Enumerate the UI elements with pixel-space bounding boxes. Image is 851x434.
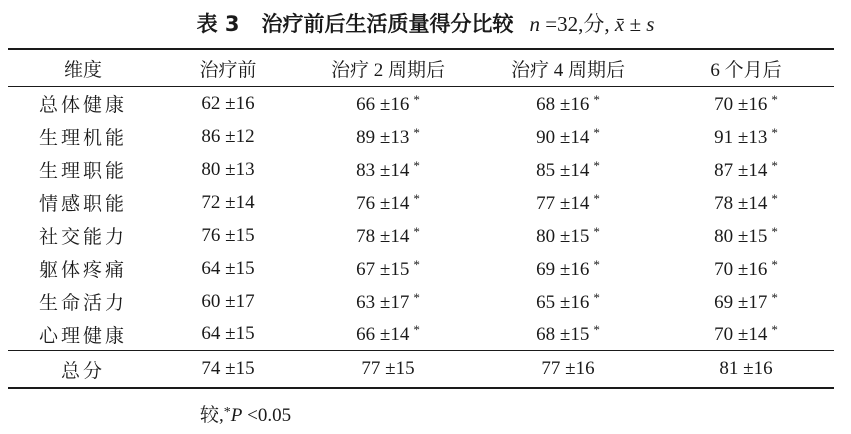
cell-value: 72 ±14 bbox=[201, 191, 255, 213]
cell-pre bbox=[158, 120, 298, 153]
cell-value: 80 ±15 bbox=[536, 225, 590, 247]
table-row bbox=[8, 186, 834, 219]
significance-star: * bbox=[413, 256, 420, 272]
cell-value: 64 ±15 bbox=[201, 257, 255, 279]
significance-star: * bbox=[593, 157, 600, 173]
cell-value: 70 ±16 bbox=[714, 93, 768, 115]
table-row bbox=[8, 87, 834, 121]
table-row bbox=[8, 252, 834, 285]
significance-star: * bbox=[771, 190, 778, 206]
column-header-month6: 6 个月后 bbox=[658, 49, 834, 87]
cell-month6 bbox=[658, 285, 834, 318]
significance-star: * bbox=[593, 91, 600, 107]
total-pre: 74 ±15 bbox=[158, 351, 298, 389]
row-dimension-label: 心理健康 bbox=[38, 324, 127, 347]
n-variable: n bbox=[529, 12, 541, 36]
cell-week4 bbox=[478, 186, 658, 219]
row-dimension-label: 总体健康 bbox=[38, 94, 127, 116]
column-header-pre: 治疗前 bbox=[158, 49, 298, 87]
significance-star: * bbox=[593, 256, 600, 272]
table-row bbox=[8, 219, 834, 252]
significance-star: * bbox=[413, 289, 420, 305]
significance-star: * bbox=[593, 289, 600, 305]
column-header-week2: 治疗 2 周期后 bbox=[298, 49, 478, 87]
total-month6: 81 ±16 bbox=[658, 351, 834, 389]
cell-value: 76 ±15 bbox=[201, 224, 255, 246]
significance-star: * bbox=[771, 256, 778, 272]
cell-value: 85 ±14 bbox=[536, 159, 590, 181]
row-dimension-label: 生理机能 bbox=[38, 127, 127, 149]
cell-value: 62 ±16 bbox=[201, 92, 255, 114]
cell-value: 87 ±14 bbox=[714, 159, 768, 181]
sd-symbol: ± s bbox=[629, 12, 655, 36]
cell-week4 bbox=[478, 252, 658, 285]
significance-star: * bbox=[413, 322, 420, 337]
cell-value: 68 ±15 bbox=[536, 324, 590, 345]
cell-week2 bbox=[298, 87, 478, 121]
cell-week4 bbox=[478, 318, 658, 351]
cell-value: 68 ±16 bbox=[536, 93, 590, 115]
significance-star: * bbox=[771, 91, 778, 107]
cell-pre bbox=[158, 285, 298, 318]
significance-star: * bbox=[413, 91, 420, 107]
cell-month6 bbox=[658, 87, 834, 121]
significance-star: * bbox=[413, 157, 420, 173]
n-value: =32,分, bbox=[545, 12, 610, 36]
cell-week4 bbox=[478, 219, 658, 252]
cell-week2 bbox=[298, 285, 478, 318]
cell-month6 bbox=[658, 219, 834, 252]
significance-star: * bbox=[413, 223, 420, 239]
significance-star: * bbox=[413, 124, 420, 140]
row-dimension-label: 情感职能 bbox=[38, 193, 127, 215]
cell-value: 64 ±15 bbox=[201, 323, 255, 344]
cell-week4 bbox=[478, 120, 658, 153]
cell-value: 90 ±14 bbox=[536, 126, 590, 148]
cell-pre bbox=[158, 252, 298, 285]
footnote-symbol: * bbox=[223, 405, 231, 420]
significance-star: * bbox=[593, 223, 600, 239]
cell-value: 69 ±16 bbox=[536, 258, 590, 280]
cell-value: 78 ±14 bbox=[714, 192, 768, 214]
table-title: 治疗前后生活质量得分比较 bbox=[261, 12, 514, 36]
row-dimension-label: 躯体疼痛 bbox=[38, 259, 127, 281]
significance-star: * bbox=[413, 190, 420, 206]
mean-symbol: x̄ bbox=[614, 12, 625, 36]
table-row bbox=[8, 153, 834, 186]
total-row bbox=[8, 351, 834, 389]
cell-pre bbox=[158, 219, 298, 252]
footnote bbox=[200, 400, 291, 427]
table-body bbox=[8, 87, 834, 351]
table-label: 表 3 bbox=[196, 12, 240, 36]
table-header-row bbox=[8, 49, 834, 87]
table-stats bbox=[530, 12, 655, 36]
total-week4: 77 ±16 bbox=[478, 351, 658, 389]
cell-value: 78 ±14 bbox=[356, 225, 410, 247]
cell-value: 70 ±16 bbox=[714, 258, 768, 280]
cell-value: 83 ±14 bbox=[356, 159, 410, 181]
cell-month6 bbox=[658, 120, 834, 153]
table-row bbox=[8, 285, 834, 318]
cell-week2 bbox=[298, 186, 478, 219]
cell-value: 91 ±13 bbox=[714, 126, 768, 148]
cell-week2 bbox=[298, 219, 478, 252]
row-dimension-label: 社交能力 bbox=[38, 226, 127, 248]
cell-value: 77 ±14 bbox=[536, 192, 590, 214]
significance-star: * bbox=[593, 124, 600, 140]
column-header-week4: 治疗 4 周期后 bbox=[478, 49, 658, 87]
cell-pre bbox=[158, 153, 298, 186]
significance-star: * bbox=[771, 289, 778, 305]
cell-value: 80 ±15 bbox=[714, 225, 768, 247]
significance-star: * bbox=[593, 190, 600, 206]
cell-week2 bbox=[298, 120, 478, 153]
footnote-prefix: 较, bbox=[200, 405, 224, 426]
cell-week2 bbox=[298, 153, 478, 186]
table-row bbox=[8, 120, 834, 153]
cell-pre bbox=[158, 186, 298, 219]
significance-star: * bbox=[771, 223, 778, 239]
total-label: 总分 bbox=[8, 351, 158, 389]
significance-star: * bbox=[771, 124, 778, 140]
total-week2: 77 ±15 bbox=[298, 351, 478, 389]
cell-value: 67 ±15 bbox=[356, 258, 410, 280]
cell-value: 66 ±16 bbox=[356, 93, 410, 115]
cell-week4 bbox=[478, 153, 658, 186]
cell-month6 bbox=[658, 153, 834, 186]
cell-value: 63 ±17 bbox=[356, 291, 410, 313]
cell-value: 69 ±17 bbox=[714, 291, 768, 313]
significance-star: * bbox=[593, 322, 600, 337]
quality-of-life-table bbox=[8, 48, 834, 389]
footnote-condition: <0.05 bbox=[242, 405, 292, 426]
cell-value: 76 ±14 bbox=[356, 192, 410, 214]
cell-pre bbox=[158, 318, 298, 351]
cell-week2 bbox=[298, 252, 478, 285]
cell-value: 65 ±16 bbox=[536, 291, 590, 313]
cell-week4 bbox=[478, 87, 658, 121]
cell-week4 bbox=[478, 285, 658, 318]
significance-star: * bbox=[771, 157, 778, 173]
cell-value: 89 ±13 bbox=[356, 126, 410, 148]
table-caption bbox=[0, 8, 851, 38]
row-dimension-label: 生命活力 bbox=[38, 292, 127, 314]
cell-month6 bbox=[658, 318, 834, 351]
footnote-p-variable: P bbox=[230, 405, 243, 426]
cell-pre bbox=[158, 87, 298, 121]
cell-week2 bbox=[298, 318, 478, 351]
cell-month6 bbox=[658, 186, 834, 219]
row-dimension-label: 生理职能 bbox=[38, 160, 127, 182]
cell-value: 70 ±14 bbox=[714, 324, 768, 345]
cell-value: 60 ±17 bbox=[201, 290, 255, 312]
table-row bbox=[8, 318, 834, 351]
cell-value: 80 ±13 bbox=[201, 158, 255, 180]
cell-value: 86 ±12 bbox=[201, 125, 255, 147]
cell-month6 bbox=[658, 252, 834, 285]
significance-star: * bbox=[771, 322, 778, 337]
column-header-dimension: 维度 bbox=[8, 49, 158, 87]
cell-value: 66 ±14 bbox=[356, 324, 410, 345]
